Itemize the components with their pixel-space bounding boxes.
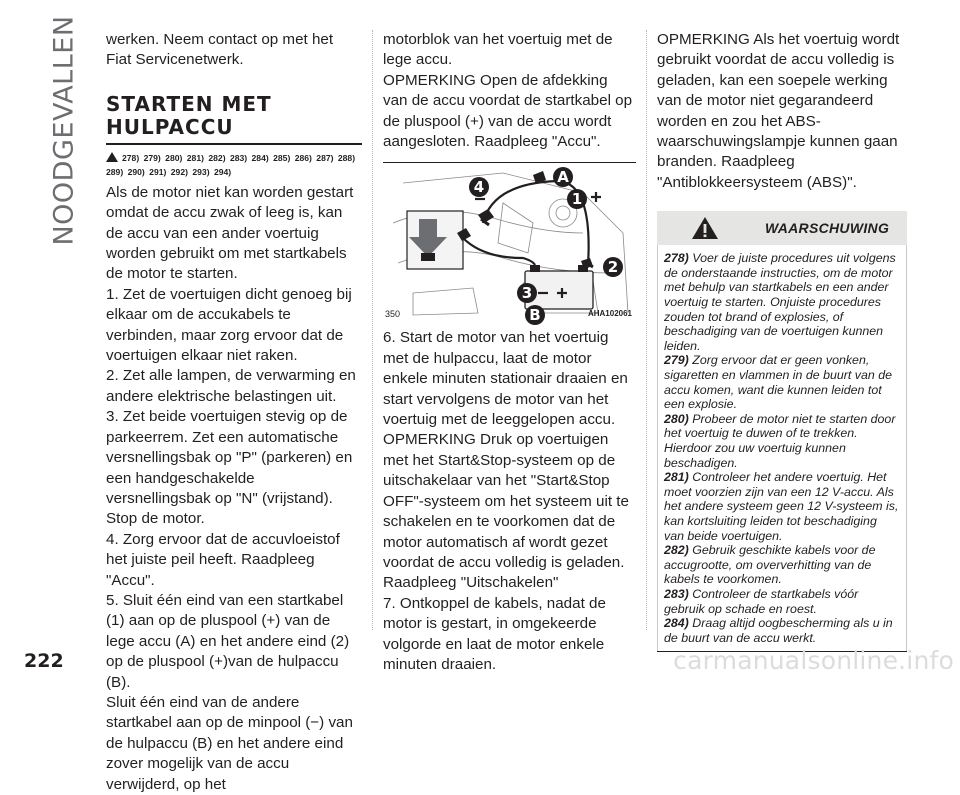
callout-2: 2 — [607, 258, 619, 277]
chapter-side-tab — [44, 14, 84, 246]
step-4: 4. Zorg ervoor dat de accuvloeistof het juiste peil heeft. Raadpleeg "Accu". — [106, 530, 340, 589]
section-title-line1: STARTEN MET — [106, 91, 272, 116]
step-6: 6. Start de motor van het voertuig met de hulpaccu, laat de motor enkele minuten stationair draaien en start vervolgens de motor van het voertuig met de leeggelopen accu. — [383, 329, 628, 429]
warning-item — [664, 251, 900, 353]
paragraph: Als de motor niet kan worden gestart omdat de accu zwak of leeg is, kan de accu van een ander voertuig worden gebruikt om met startkabels de motor te starten. — [106, 183, 354, 283]
warning-number: 284) — [664, 616, 689, 631]
step-3: 3. Zet beide voertuigen stevig op de parkeerrem. Zet een automatische versnellingsbak op "P" (parkeren) en een handgeschakelde versnellingsbak op "N" (vrijstand). Stop de motor. — [106, 408, 353, 528]
section-title-line2: HULPACCU — [106, 114, 234, 139]
callout-3: 3 — [521, 284, 533, 303]
warning-number: 282) — [664, 543, 689, 558]
warning-item — [664, 353, 900, 411]
callout-A: A — [557, 168, 569, 187]
column-divider — [646, 30, 647, 630]
warning-item — [664, 412, 900, 470]
warning-number: 278) — [664, 251, 689, 266]
step-1: 1. Zet de voertuigen dicht genoeg bij elkaar om de accukabels te verbinden, maar zorg ervoor dat de voertuigen elkaar niet raken. — [106, 285, 352, 365]
warning-number: 279) — [664, 353, 689, 368]
warning-number: 280) — [664, 411, 689, 426]
step-5: 5. Sluit één eind van een startkabel (1) aan op de pluspool (+) van de lege accu (A) en het andere eind (2) op de pluspool (+)van de hulpaccu (B). — [106, 591, 350, 691]
warning-header — [657, 211, 907, 245]
title-underline — [106, 143, 362, 145]
warning-triangle-icon — [691, 216, 719, 240]
warning-triangle-icon — [106, 152, 118, 162]
warning-title: WAARSCHUWING — [765, 220, 890, 237]
paragraph: motorblok van het voertuig met de lege accu. — [383, 31, 613, 69]
page-number: 222 — [24, 650, 64, 672]
step-7: 7. Ontkoppel de kabels, nadat de motor is gestart, in omgekeerde volgorde en laat de motor enkele minuten draaien. — [383, 594, 606, 673]
warning-item — [664, 470, 900, 543]
warning-text: Controleer het andere voertuig. Het moet voorzien zijn van een 12 V-accu. Als het andere systeem geen 12 V-systeem is, kan kortsluiting leiden tot beschadiging van beide voertuigen. — [664, 470, 899, 543]
note: OPMERKING Als het voertuig wordt gebruikt voordat de accu volledig is geladen, kan een soepele werking van de motor niet gegarandeerd worden en zou het ABS-waarschuwingslampje kunnen gaan branden. Raadpleeg "Antiblokkeersysteem (ABS)". — [657, 31, 900, 191]
watermark: carmanualsonline.info — [673, 646, 954, 675]
section-title — [106, 93, 362, 139]
warning-number: 283) — [664, 586, 689, 601]
refs-line2: 289) 290) 291) 292) 293) 294) — [106, 166, 232, 177]
figure-code: AHA102061 — [587, 309, 632, 319]
warning-item — [664, 616, 900, 645]
warning-text: Zorg ervoor dat er geen vonken, sigaretten en vlammen in de buurt van de accu komen, want die kunnen leiden tot een explosie. — [664, 353, 892, 412]
note: OPMERKING Druk op voertuigen met het Start&Stop-systeem op de uitschakelaar van het "Start&Stop OFF"-systeem om het systeem uit te schakelen en te voorkomen dat de motor automatisch af wordt gezet voordat de accu volledig is geladen. Raadpleeg "Uitschakelen" — [383, 431, 629, 592]
warning-list — [657, 245, 907, 651]
jump-start-figure — [383, 162, 636, 328]
warning-references — [106, 151, 362, 179]
figure-number: 350 — [385, 309, 401, 320]
warning-number: 281) — [664, 470, 689, 485]
warning-item — [664, 587, 900, 616]
column-3 — [657, 30, 907, 652]
column-1 — [106, 30, 362, 795]
step-5-continued: Sluit één eind van de andere startkabel aan op de minpool (−) van de hulpaccu (B) en het andere eind zover mogelijk van de accu verwijderd, op het — [106, 693, 353, 793]
note: OPMERKING Open de afdekking van de accu voordat de startkabel op de pluspool (+) van de accu wordt aangesloten. Raadpleeg "Accu". — [383, 71, 633, 151]
warning-text: Voer de juiste procedures uit volgens de onderstaande instructies, om de motor met behulp van startkabels en een ander voertuig te starten. Onjuiste procedures zouden tot brand of explosies, of beschadiging van de voertuigen kunnen leiden. — [664, 251, 896, 353]
callout-1: 1 — [571, 190, 583, 209]
warning-item — [664, 543, 900, 587]
warning-text: Probeer de motor niet te starten door het voertuig te duwen of te trekken. Hierdoor zou uw voertuig kunnen beschadigen. — [664, 411, 896, 470]
refs-line1: 278) 279) 280) 281) 282) 283) 284) 285) 286) 287) 288) — [122, 152, 356, 163]
chapter-title: NOODGEVALLEN — [48, 14, 80, 246]
warning-text: Controleer de startkabels vóór gebruik op schade en roest. — [664, 586, 859, 616]
warning-text: Gebruik geschikte kabels voor de accugrootte, om oververhitting van de kabels te voorkomen. — [664, 543, 876, 587]
warning-text: Draag altijd oogbescherming als u in de buurt van de accu werkt. — [664, 616, 893, 645]
callout-4: 4 — [473, 178, 485, 197]
column-2 — [383, 30, 636, 675]
callout-B: B — [529, 306, 541, 325]
warning-box — [657, 211, 907, 652]
intro-text: werken. Neem contact op met het Fiat Servicenetwerk. — [106, 31, 334, 69]
step-2: 2. Zet alle lampen, de verwarming en andere elektrische belastingen uit. — [106, 367, 356, 405]
column-divider — [372, 30, 373, 630]
